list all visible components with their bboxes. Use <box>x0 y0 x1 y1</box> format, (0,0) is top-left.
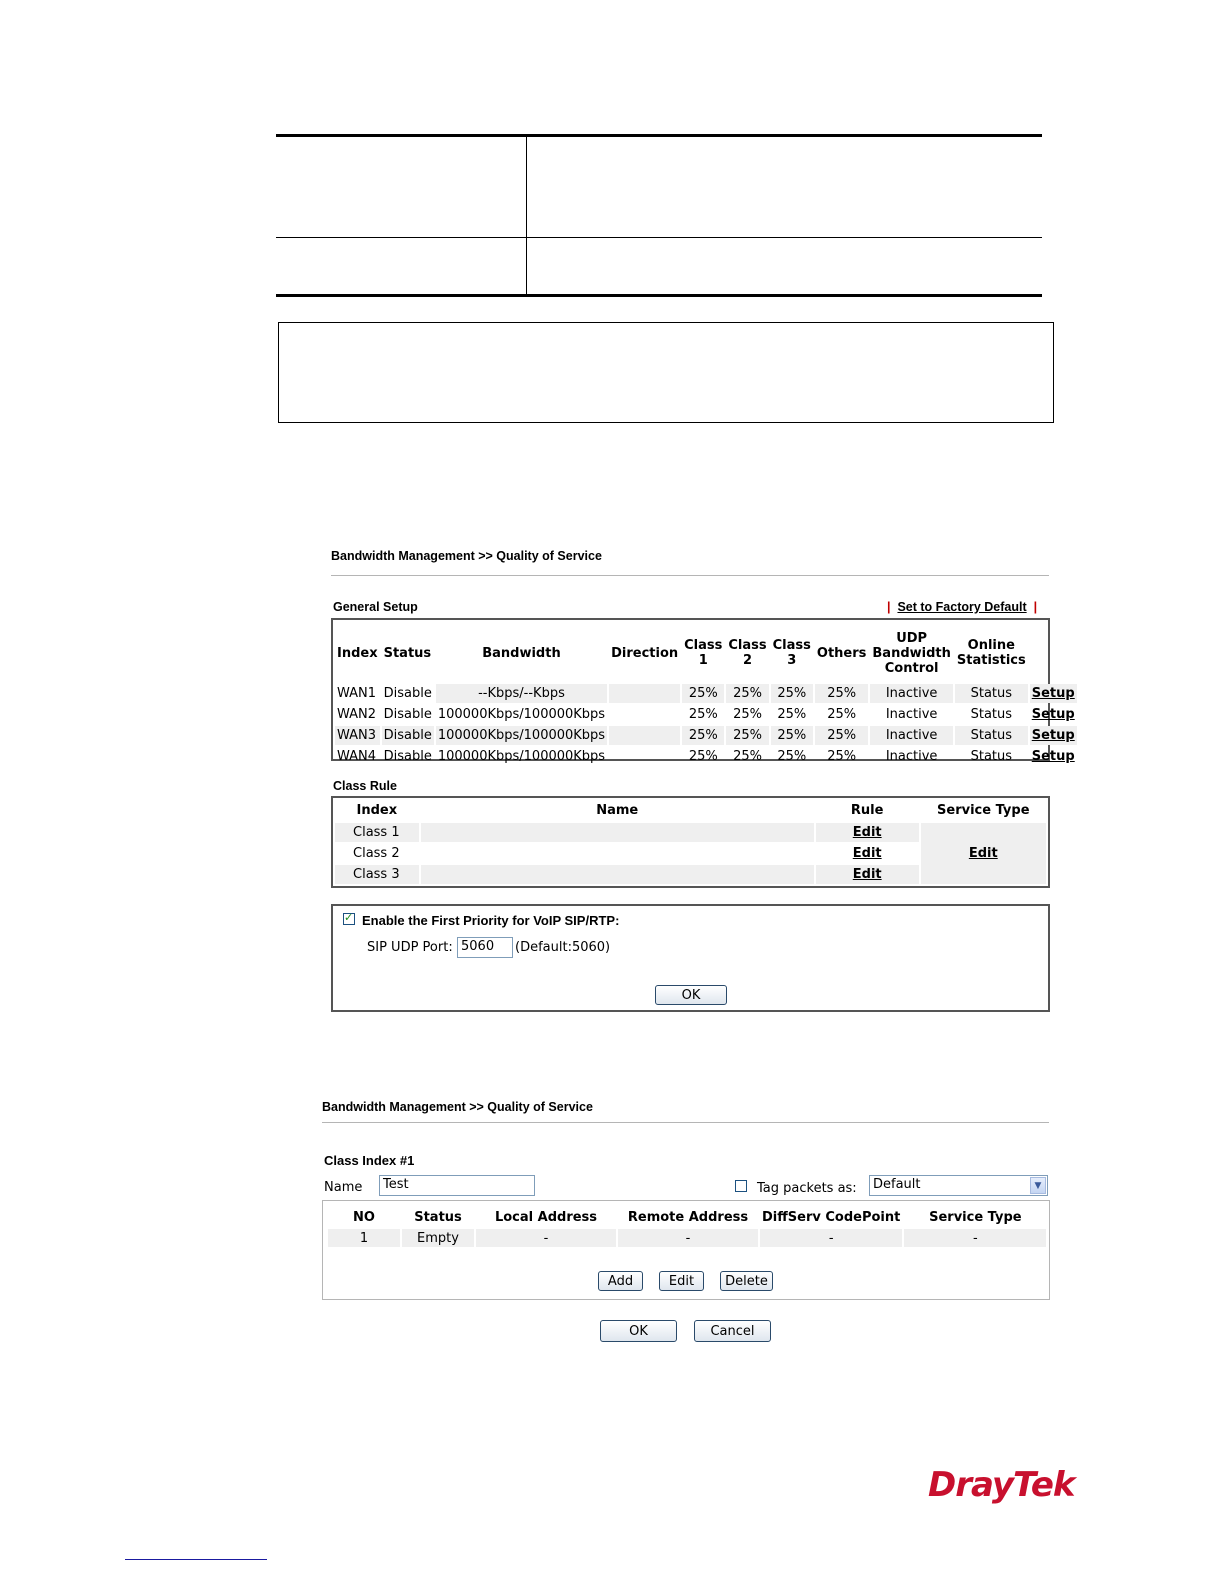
col-udp-bandwidth-control: UDP Bandwidth Control <box>872 630 951 676</box>
class-rule-table <box>331 796 1050 888</box>
tag-packets-checkbox[interactable] <box>735 1180 747 1192</box>
col-remote-address: Remote Address <box>627 1209 749 1225</box>
voip-priority-panel <box>331 904 1050 1012</box>
breadcrumb: Bandwidth Management >> Quality of Service <box>331 549 602 563</box>
col-class3: Class 3 <box>772 638 811 668</box>
tag-packets-label: Tag packets as: <box>757 1181 857 1196</box>
col-status: Status <box>414 1209 462 1225</box>
footer-link-underline <box>125 1559 267 1560</box>
sip-port-input[interactable]: 5060 <box>457 937 513 958</box>
cancel-button[interactable]: Cancel <box>694 1320 771 1342</box>
table-divider-horizontal <box>276 237 1042 238</box>
delete-button[interactable]: Delete <box>720 1271 773 1291</box>
col-class2: Class 2 <box>728 638 767 668</box>
col-rule: Rule <box>850 803 884 818</box>
set-factory-default-link[interactable]: Set to Factory Default <box>897 600 1027 614</box>
col-service-type: Service Type <box>937 803 1030 818</box>
sip-port-label: SIP UDP Port: <box>367 940 453 955</box>
table-row: WAN1 Disable --Kbps/--Kbps 25% 25% 25% 25% Inactive Status Setup <box>337 686 1075 701</box>
col-status: Status <box>383 645 432 661</box>
class-rule-title: Class Rule <box>333 779 397 793</box>
tag-packets-select[interactable] <box>869 1175 1048 1196</box>
name-input[interactable]: Test <box>379 1175 535 1196</box>
col-others: Others <box>816 645 867 661</box>
col-bandwidth: Bandwidth <box>482 645 561 661</box>
class-entries-panel <box>322 1200 1050 1300</box>
voip-priority-label: Enable the First Priority for VoIP SIP/RTP: <box>362 913 620 928</box>
setup-link-wan3[interactable]: Setup <box>1031 728 1075 743</box>
voip-priority-checkbox[interactable] <box>343 913 355 925</box>
note-box <box>278 322 1054 423</box>
general-setup-title: General Setup <box>333 600 418 614</box>
tag-packets-value: Default <box>873 1177 921 1192</box>
col-index: Index <box>356 803 398 818</box>
col-service-type: Service Type <box>929 1209 1022 1225</box>
breadcrumb-divider <box>322 1122 1049 1123</box>
breadcrumb: Bandwidth Management >> Quality of Service <box>322 1100 593 1114</box>
table-row: WAN4 Disable 100000Kbps/100000Kbps 25% 25% 25% 25% Inactive Status Setup <box>337 749 1075 764</box>
col-index: Index <box>337 645 378 661</box>
factory-default-bar <box>887 600 1037 614</box>
rule-edit-class1[interactable]: Edit <box>816 823 919 842</box>
rule-edit-class2[interactable]: Edit <box>852 846 882 861</box>
col-direction: Direction <box>611 645 679 661</box>
table-divider-vertical <box>526 137 527 294</box>
document-table <box>276 134 1042 297</box>
col-diffserv-codepoint: DiffServ CodePoint <box>762 1209 901 1225</box>
col-class1: Class 1 <box>684 638 723 668</box>
general-setup-table <box>331 618 1075 764</box>
separator: | <box>1033 600 1038 614</box>
table-row: Class 3 Edit <box>335 865 1046 884</box>
table-row: WAN2 Disable 100000Kbps/100000Kbps 25% 25% 25% 25% Inactive Status Setup <box>337 707 1075 722</box>
class-index-title: Class Index #1 <box>324 1153 415 1168</box>
setup-link-wan4[interactable]: Setup <box>1031 749 1075 764</box>
service-type-edit[interactable]: Edit <box>921 823 1046 884</box>
col-no: NO <box>353 1209 375 1225</box>
rule-edit-class3[interactable]: Edit <box>816 865 919 884</box>
table-row[interactable]: 1 Empty - - - - <box>328 1229 1046 1247</box>
name-label: Name <box>324 1180 363 1195</box>
add-button[interactable]: Add <box>598 1271 643 1291</box>
setup-link-wan1[interactable]: Setup <box>1031 686 1075 701</box>
col-online-statistics: Online Statistics <box>956 638 1026 668</box>
voip-ok-button[interactable]: OK <box>655 985 727 1005</box>
col-local-address: Local Address <box>494 1209 598 1225</box>
edit-button[interactable]: Edit <box>659 1271 704 1291</box>
ok-button[interactable]: OK <box>600 1320 677 1342</box>
sip-port-default: (Default:5060) <box>515 940 611 955</box>
setup-link-wan2[interactable]: Setup <box>1031 707 1075 722</box>
draytek-logo: DrayTek <box>928 1465 1075 1505</box>
table-row: WAN3 Disable 100000Kbps/100000Kbps 25% 25% 25% 25% Inactive Status Setup <box>337 728 1075 743</box>
chevron-down-icon[interactable]: ▼ <box>1030 1177 1046 1194</box>
table-row: Class 1 Edit Edit <box>335 823 1046 842</box>
breadcrumb-divider <box>331 575 1049 576</box>
table-row: Class 2 Edit <box>335 844 1046 863</box>
col-name: Name <box>596 803 639 818</box>
separator: | <box>887 600 891 614</box>
